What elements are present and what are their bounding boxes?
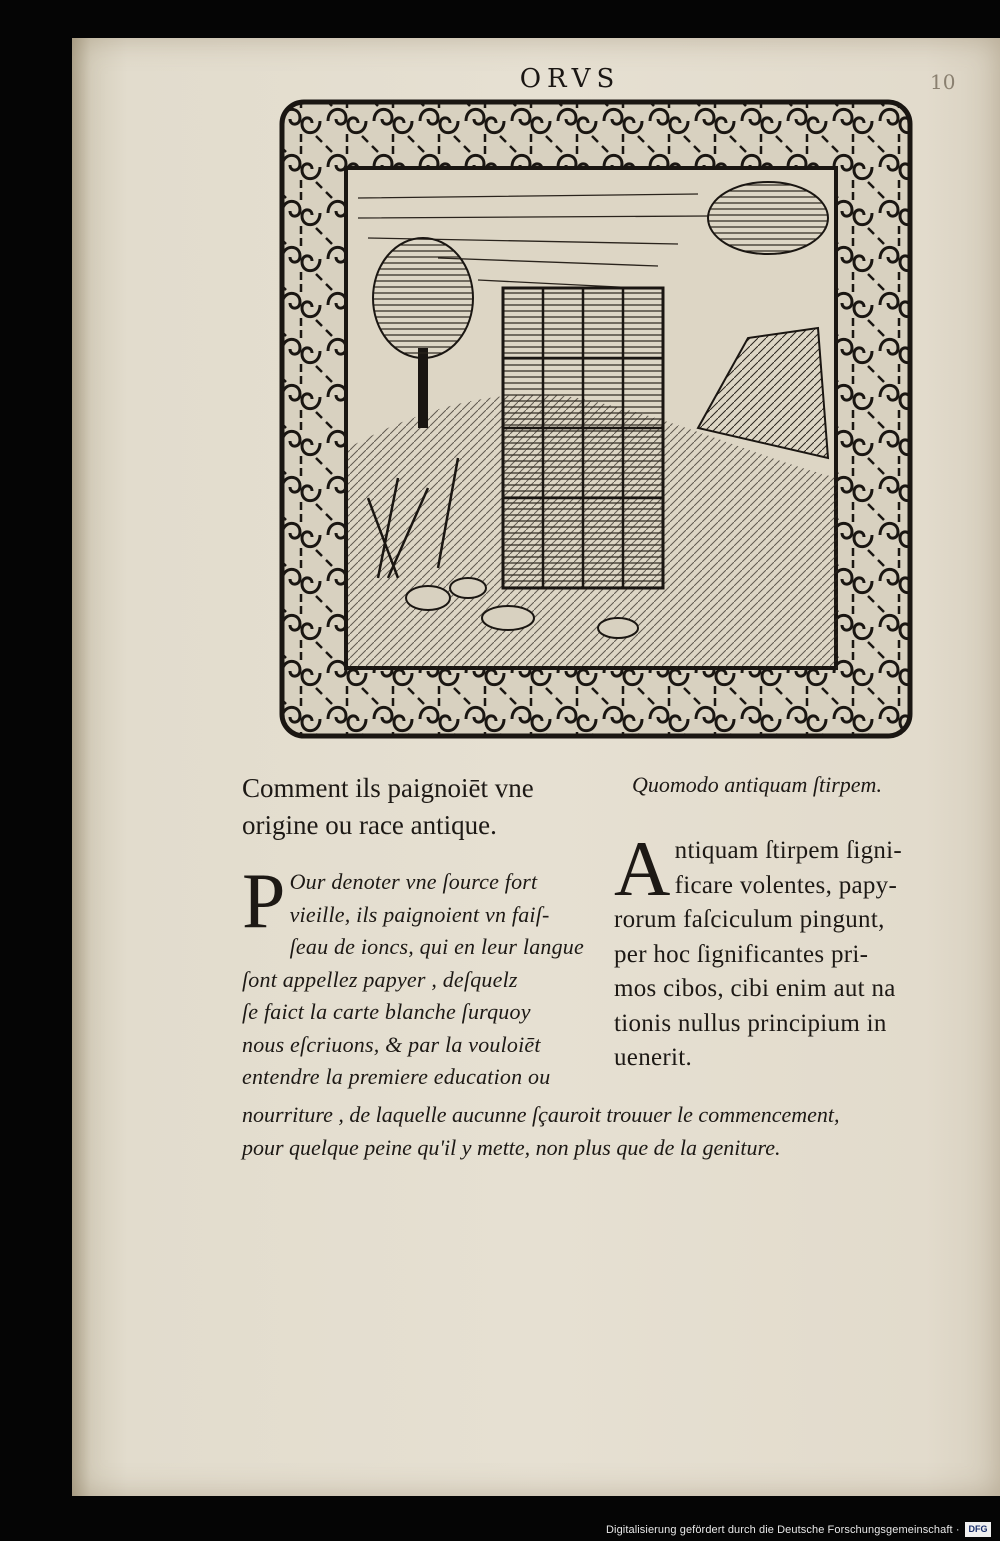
text-line: ſeau de ioncs, qui en leur langue xyxy=(289,934,584,959)
caption-line: Comment ils paignoiēt vne xyxy=(242,773,534,803)
text-line: ficare volentes, papy- xyxy=(674,871,898,899)
text-line: vieille, ils paignoient vn faiſ- xyxy=(289,901,550,927)
latin-paragraph xyxy=(614,825,960,1076)
papyrus-bundle-icon xyxy=(503,288,663,588)
text-line: ntiquam ſtirpem ſigni- xyxy=(674,837,903,864)
text-line: per hoc ſignificantes pri- xyxy=(614,940,869,968)
digitization-credit: Digitalisierung gefördert durch die Deutsche Forschungsgemeinschaft · xyxy=(606,1524,960,1536)
latin-caption: Quomodo antiquam ſtirpem. xyxy=(632,772,882,797)
text-line: ſont appellez papyer , deſquelz xyxy=(242,966,518,992)
dfg-logo[interactable]: DFG xyxy=(965,1522,991,1537)
text-line: pour quelque peine qu'il y mette, non plus que de la geniture. xyxy=(242,1135,781,1160)
french-paragraph-continued xyxy=(242,1098,972,1164)
caption-line: origine ou race antique. xyxy=(242,810,497,840)
text-line: uenerit. xyxy=(614,1044,693,1071)
text-line: mos cibos, cibi enim aut na xyxy=(614,975,896,1002)
text-line: Our denoter vne ſource fort xyxy=(289,869,538,894)
text-line: tionis nullus principium in xyxy=(614,1009,887,1037)
text-line: entendre la premiere education ou xyxy=(242,1064,551,1089)
french-caption xyxy=(242,770,602,844)
text-line: rorum faſciculum pingunt, xyxy=(614,906,885,933)
cloud-icon xyxy=(708,182,828,254)
drop-cap: P xyxy=(242,857,286,944)
french-paragraph xyxy=(242,857,594,1094)
text-line: nous eſcriuons, & par la vouloiēt xyxy=(242,1031,541,1057)
running-title: ORVS xyxy=(519,64,621,94)
text-line: nourriture , de laquelle aucunne ſçauroit trouuer le commencement, xyxy=(242,1102,840,1127)
drop-cap: A xyxy=(614,825,671,912)
woodcut-illustration xyxy=(278,98,914,740)
text-line: ſe faict la carte blanche ſurquoy xyxy=(242,999,531,1024)
page-number: 10 xyxy=(930,70,956,94)
